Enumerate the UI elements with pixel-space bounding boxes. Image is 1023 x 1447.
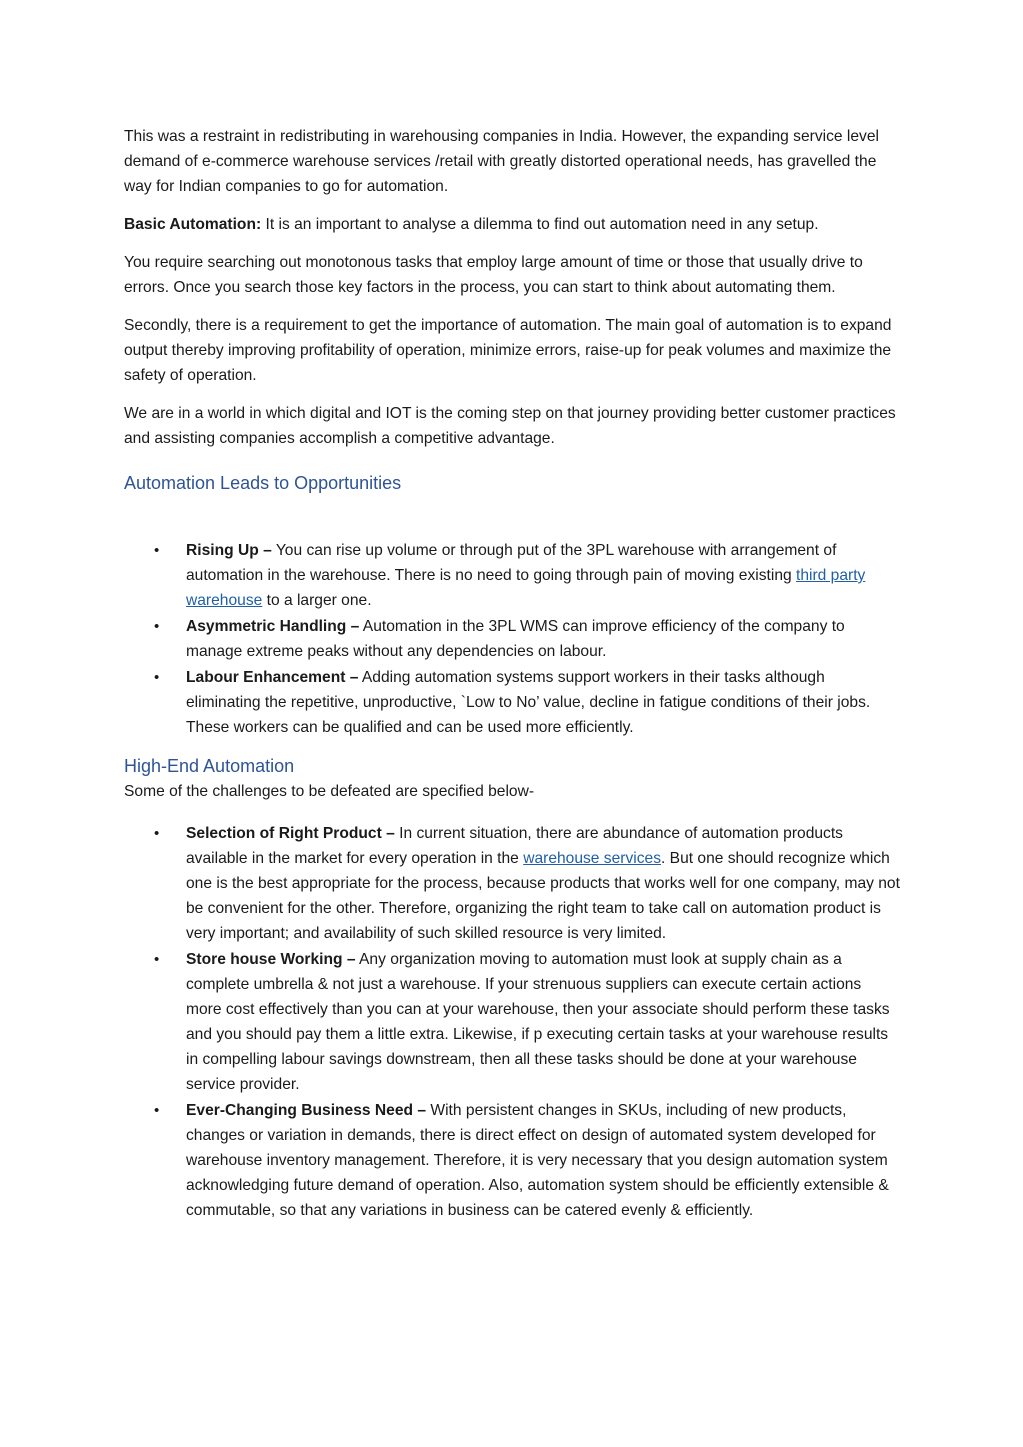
item-title: Selection of Right Product – bbox=[186, 825, 395, 842]
heading-high-end-automation: High-End Automation bbox=[124, 756, 295, 776]
paragraph-intro: This was a restraint in redistributing in warehousing companies in India. However, the expanding service level demand of e-commerce warehouse services /retail with greatly distorted operational needs, has gravelled the way for Indian companies to go for automation. bbox=[124, 128, 879, 195]
item-title: Rising Up – bbox=[186, 542, 272, 559]
item-title: Asymmetric Handling – bbox=[186, 618, 360, 635]
item-text: With persistent changes in SKUs, including of new products, changes or variation in demands, there is direct effect on design of automated system developed for warehouse inventory management. Therefore, it is very necessary that you design automation system acknowledging future demand of operation. Also, automation system should be efficiently extensible & commutable, so that any variations in business can be catered evenly & efficiently. bbox=[186, 1102, 889, 1219]
list-item-ever-changing-business-need bbox=[124, 1098, 900, 1223]
item-title: Ever-Changing Business Need – bbox=[186, 1102, 427, 1119]
item-title: Labour Enhancement – bbox=[186, 669, 359, 686]
bullet-icon: • bbox=[154, 1102, 160, 1119]
paragraph-digital-iot: We are in a world in which digital and IOT is the coming step on that journey providing better customer practices and assisting companies accomplish a competitive advantage. bbox=[124, 405, 896, 447]
item-text: Adding automation systems support workers in their tasks although eliminating the repetitive, unproductive, `Low to No’ value, decline in fatigue conditions of their jobs. These workers can be qualified and can be used more efficiently. bbox=[186, 669, 871, 736]
link-third-party-warehouse[interactable]: third party warehouse bbox=[186, 567, 866, 609]
list-item-asymmetric-handling bbox=[124, 614, 900, 664]
basic-automation-label: Basic Automation: bbox=[124, 216, 262, 233]
basic-automation-text: It is an important to analyse a dilemma to find out automation need in any setup. bbox=[261, 216, 819, 233]
bullet-icon: • bbox=[154, 618, 160, 635]
bullet-icon: • bbox=[154, 669, 160, 686]
item-text: In current situation, there are abundance of automation products available in the market for every operation in the bbox=[186, 825, 843, 867]
item-text: to a larger one. bbox=[262, 592, 372, 609]
link-warehouse-services[interactable]: warehouse services bbox=[523, 850, 661, 867]
bullet-icon: • bbox=[154, 825, 160, 842]
item-text: . But one should recognize which one is the best appropriate for the process, because products that works well for one company, may not be convenient for the other. Therefore, organizing the right team to take call on automation product is very important; and availability of such skilled resource is very limited. bbox=[186, 850, 900, 942]
list-item-selection-right-product bbox=[124, 821, 900, 946]
paragraph-importance: Secondly, there is a requirement to get the importance of automation. The main goal of automation is to expand output thereby improving profitability of operation, minimize errors, raise-up for peak volumes and maximize the safety of operation. bbox=[124, 317, 892, 384]
paragraph-monotonous-tasks: You require searching out monotonous tasks that employ large amount of time or those that usually drive to errors. Once you search those key factors in the process, you can start to think about automating them. bbox=[124, 254, 863, 296]
item-text: Automation in the 3PL WMS can improve efficiency of the company to manage extreme peaks without any dependencies on labour. bbox=[186, 618, 845, 660]
list-item-rising-up bbox=[124, 538, 900, 613]
bullet-icon: • bbox=[154, 542, 160, 559]
item-text: You can rise up volume or through put of the 3PL warehouse with arrangement of automation in the warehouse. There is no need to going through pain of moving existing bbox=[186, 542, 837, 584]
list-item-labour-enhancement bbox=[124, 665, 900, 740]
heading-automation-opportunities: Automation Leads to Opportunities bbox=[124, 473, 402, 493]
document-page bbox=[124, 124, 900, 1224]
bullet-icon: • bbox=[154, 951, 160, 968]
opportunities-list bbox=[124, 538, 900, 740]
list-item-store-house-working bbox=[124, 947, 900, 1097]
item-title: Store house Working – bbox=[186, 951, 356, 968]
paragraph-challenges-intro: Some of the challenges to be defeated are specified below- bbox=[124, 783, 535, 800]
paragraph-basic-automation bbox=[124, 212, 900, 237]
challenges-list bbox=[124, 821, 900, 1223]
item-text: Any organization moving to automation must look at supply chain as a complete umbrella & not just a warehouse. If your strenuous suppliers can execute certain actions more cost effectively than you can at your warehouse, then your associate should perform these tasks and you should pay them a little extra. Likewise, if p executing certain tasks at your warehouse results in compelling labour savings downstream, then all these tasks should be done at your warehouse service provider. bbox=[186, 951, 890, 1093]
